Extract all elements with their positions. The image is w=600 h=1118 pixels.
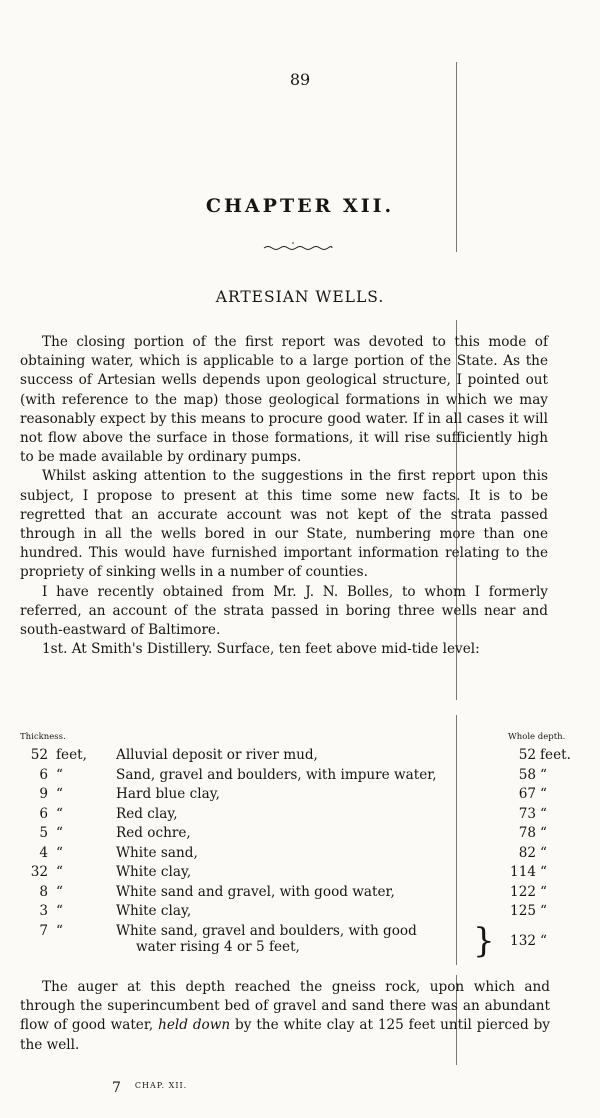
thickness-unit: “ [56,766,63,783]
table-row [18,845,558,865]
closing-text: The auger at this depth reached the gneiss rock, upon which and through the superincumbent bed of gravel and sand there was an abundant flow of good water, [20,979,550,1034]
thickness-value: 5 [39,825,48,841]
paragraph-text: The closing portion of the first report was devoted to this mode of obtaining water, which is applicable to a large portion of the State. As the success of Artesian wells depends upon geological structure, I pointed out (with reference to the map) those geological formations in which we may reasonably expect by this means to procure good water. If in all cases it will not flow above the surface in those formations, it will rise sufficiently high to be made available by ordinary pumps. [20,334,548,466]
paragraph-text: I have recently obtained from Mr. J. N. Bolles, to whom I formerly referred, an account of the strata passed in boring three wells near and south-eastward of Baltimore. [20,583,548,639]
table-row [18,825,558,845]
thickness-value: 6 [39,766,48,783]
depth-unit: “ [540,844,547,861]
thickness-value: 9 [39,786,48,802]
stratum-description: Red clay, [116,805,178,822]
depth-unit: feet. [540,747,571,763]
thickness-unit: “ [56,786,63,802]
stratum-description: Alluvial deposit or river mud, [116,747,318,763]
depth-unit: “ [540,805,547,822]
thickness-unit: “ [56,825,63,841]
column-header-depth: Whole depth. [508,732,566,742]
table-row [18,864,558,884]
depth-value: 73 [518,805,536,822]
table-row [18,786,558,806]
stratum-description: White sand, [116,844,198,861]
depth-unit: “ [540,786,547,802]
closing-text: by the white clay at 125 feet until pierced by the well. [20,1017,550,1053]
depth-value: 67 [518,786,536,802]
depth-unit: “ [540,932,547,949]
paragraph-1 [20,333,548,659]
table-row [18,767,558,787]
thickness-value: 4 [39,844,48,861]
margin-rule [456,62,457,252]
thickness-value: 7 [39,922,48,939]
page-number: 89 [289,70,311,89]
thickness-unit: “ [56,805,63,822]
thickness-unit: “ [56,883,63,900]
stratum-description: Red ochre, [116,825,191,841]
depth-value: 78 [518,825,536,841]
table-row [18,806,558,826]
depth-unit: “ [540,883,547,900]
stratum-description: Sand, gravel and boulders, with impure water, [116,766,437,783]
table-row [18,920,558,963]
depth-value: 114 [510,864,536,880]
strata-table [18,747,571,963]
thickness-value: 8 [39,883,48,900]
stratum-description: White sand and gravel, with good water, [116,883,395,900]
brace-symbol: } [473,920,495,961]
depth-value: 52 [518,747,536,763]
stratum-description-line: water rising 4 or 5 feet, [136,938,300,955]
stratum-description [116,923,476,955]
paragraph-text: 1st. At Smith's Distillery. Surface, ten feet above mid-tide level: [42,641,480,658]
thickness-value: 6 [39,805,48,822]
thickness-value: 3 [39,903,48,919]
section-title: ARTESIAN WELLS. [215,288,385,306]
column-header-thickness: Thickness. [20,732,66,742]
signature-label: CHAP. XII. [134,1081,188,1090]
depth-unit: “ [540,864,547,880]
thickness-unit: feet, [56,747,87,763]
thickness-unit: “ [56,922,63,939]
thickness-value: 32 [30,864,48,880]
closing-italic: held down [158,1017,231,1034]
stratum-description-line: White sand, gravel and boulders, with good [116,922,417,939]
stratum-description: Hard blue clay, [116,786,220,802]
depth-value: 82 [518,844,536,861]
depth-value: 122 [510,883,536,900]
depth-unit: “ [540,825,547,841]
table-row [18,747,571,767]
thickness-unit: “ [56,903,63,919]
closing-paragraph [20,978,550,1055]
depth-value: 125 [510,903,536,919]
stratum-description: White clay, [116,903,192,919]
signature-mark [112,1080,187,1096]
paragraph-text: Whilst asking attention to the suggestions in the first report upon this subject, I propose to present at this time some new facts. It is to be regretted that an accurate account was not kept of the strata passed through in all the wells bored in our State, numbering more than one hundred. This would have furnished important information relating to the propriety of sinking wells in a number of counties. [20,468,548,581]
table-row [18,903,558,923]
thickness-unit: “ [56,864,63,880]
chapter-heading: CHAPTER XII. [205,195,395,217]
depth-unit: “ [540,903,547,919]
thickness-unit: “ [56,844,63,861]
ornament-rule [262,240,334,252]
thickness-value: 52 [30,747,48,763]
stratum-description: White clay, [116,864,192,880]
signature-number: 7 [112,1080,121,1096]
table-row [18,884,558,904]
paragraph-text [20,978,550,1055]
depth-value: 58 [518,766,536,783]
depth-unit: “ [540,766,547,783]
depth-value: 132 [510,932,536,949]
